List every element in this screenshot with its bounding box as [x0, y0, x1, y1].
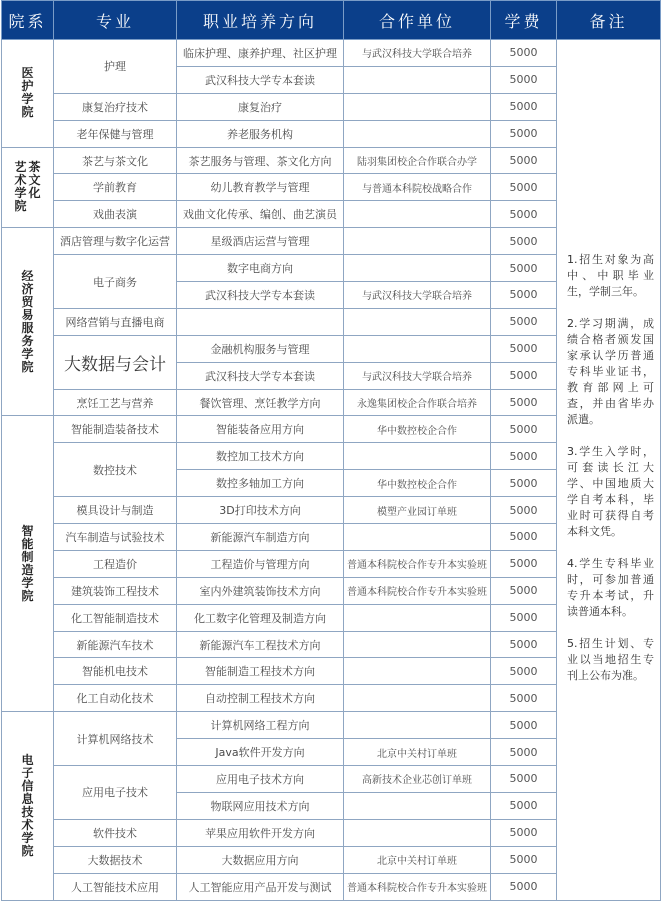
dept-cell-economics — [2, 228, 54, 416]
direction-cell: 餐饮管理、烹饪教学方向 — [177, 389, 344, 416]
major-cell: 电子商务 — [54, 255, 177, 309]
partner-cell: 高新技术企业芯创订单班 — [344, 766, 491, 793]
direction-cell: 武汉科技大学专本套读 — [177, 362, 344, 389]
header-major: 专业 — [54, 1, 177, 40]
partner-cell: 普通本科院校合作专升本实验班 — [344, 550, 491, 577]
partner-cell — [344, 658, 491, 685]
dept-cell-medical — [2, 40, 54, 148]
major-cell: 汽车制造与试验技术 — [54, 524, 177, 551]
fee-cell: 5000 — [491, 577, 557, 604]
partner-cell — [344, 335, 491, 362]
fee-cell: 5000 — [491, 792, 557, 819]
major-cell: 烹饪工艺与营养 — [54, 389, 177, 416]
fee-cell: 5000 — [491, 389, 557, 416]
major-cell: 康复治疗技术 — [54, 93, 177, 120]
table-header-row — [2, 1, 661, 40]
fee-cell: 5000 — [491, 174, 557, 201]
direction-cell: 康复治疗 — [177, 93, 344, 120]
dept-cell-manufacturing — [2, 416, 54, 712]
enrollment-table — [1, 0, 661, 901]
partner-cell: 普通本科院校合作专升本实验班 — [344, 577, 491, 604]
major-cell: 大数据技术 — [54, 846, 177, 873]
header-fee: 学费 — [491, 1, 557, 40]
fee-cell: 5000 — [491, 120, 557, 147]
fee-cell: 5000 — [491, 524, 557, 551]
fee-cell: 5000 — [491, 550, 557, 577]
partner-cell — [344, 792, 491, 819]
partner-cell — [344, 631, 491, 658]
partner-cell: 华中数控校企合作 — [344, 470, 491, 497]
major-cell: 工程造价 — [54, 550, 177, 577]
partner-cell: 北京中关村订单班 — [344, 846, 491, 873]
partner-cell — [344, 685, 491, 712]
fee-cell: 5000 — [491, 308, 557, 335]
major-cell: 计算机网络技术 — [54, 712, 177, 766]
major-cell: 大数据与会计 — [54, 335, 177, 389]
major-cell: 智能机电技术 — [54, 658, 177, 685]
major-cell: 护理 — [54, 40, 177, 94]
partner-cell — [344, 66, 491, 93]
note-1: 1.招生对象为高中、中职毕业生，学制三年。 — [567, 253, 654, 298]
direction-cell: 计算机网络工程方向 — [177, 712, 344, 739]
fee-cell: 5000 — [491, 685, 557, 712]
dept-name: 智能制造学院 — [21, 523, 34, 603]
partner-cell: 与武汉科技大学联合培养 — [344, 282, 491, 309]
direction-cell: 武汉科技大学专本套读 — [177, 66, 344, 93]
header-dept: 院系 — [2, 1, 54, 40]
partner-cell — [344, 201, 491, 228]
direction-cell: Java软件开发方向 — [177, 739, 344, 766]
direction-cell: 大数据应用方向 — [177, 846, 344, 873]
direction-cell: 幼儿教育教学与管理 — [177, 174, 344, 201]
note-5: 5.招生计划、专业以当地招生专刊上公布为准。 — [567, 637, 654, 682]
partner-cell — [344, 604, 491, 631]
partner-cell — [344, 120, 491, 147]
direction-cell: 智能装备应用方向 — [177, 416, 344, 443]
note-4: 4.学生专科毕业时，可参加普通专升本考试，升读普通本科。 — [567, 557, 654, 618]
fee-cell: 5000 — [491, 846, 557, 873]
partner-cell: 华中数控校企合作 — [344, 416, 491, 443]
direction-cell: 数控加工技术方向 — [177, 443, 344, 470]
major-cell: 智能制造装备技术 — [54, 416, 177, 443]
major-cell: 化工自动化技术 — [54, 685, 177, 712]
fee-cell: 5000 — [491, 604, 557, 631]
fee-cell: 5000 — [491, 147, 557, 174]
direction-cell: 工程造价与管理方向 — [177, 550, 344, 577]
fee-cell: 5000 — [491, 443, 557, 470]
major-cell: 新能源汽车技术 — [54, 631, 177, 658]
partner-cell: 与普通本科院校战略合作 — [344, 174, 491, 201]
direction-cell: 养老服务机构 — [177, 120, 344, 147]
major-cell: 老年保健与管理 — [54, 120, 177, 147]
dept-cell-tea-art — [2, 147, 54, 228]
fee-cell: 5000 — [491, 416, 557, 443]
major-cell: 模具设计与制造 — [54, 497, 177, 524]
fee-cell: 5000 — [491, 201, 557, 228]
major-cell: 网络营销与直播电商 — [54, 308, 177, 335]
major-cell: 化工智能制造技术 — [54, 604, 177, 631]
partner-cell: 北京中关村订单班 — [344, 739, 491, 766]
direction-cell: 室内外建筑装饰技术方向 — [177, 577, 344, 604]
direction-cell: 星级酒店运营与管理 — [177, 228, 344, 255]
fee-cell: 5000 — [491, 362, 557, 389]
partner-cell: 陆羽集团校企合作联合办学 — [344, 147, 491, 174]
partner-cell: 模塑产业园订单班 — [344, 497, 491, 524]
major-cell: 戏曲表演 — [54, 201, 177, 228]
major-cell: 酒店管理与数字化运营 — [54, 228, 177, 255]
fee-cell: 5000 — [491, 40, 557, 67]
fee-cell: 5000 — [491, 335, 557, 362]
fee-cell: 5000 — [491, 631, 557, 658]
direction-cell — [177, 308, 344, 335]
partner-cell — [344, 819, 491, 846]
partner-cell — [344, 93, 491, 120]
dept-name-part: 茶文化 — [28, 160, 41, 201]
direction-cell: 苹果应用软件开发方向 — [177, 819, 344, 846]
partner-cell — [344, 443, 491, 470]
direction-cell: 数字电商方向 — [177, 255, 344, 282]
partner-cell: 永逸集团校企合作联合培养 — [344, 389, 491, 416]
fee-cell: 5000 — [491, 766, 557, 793]
fee-cell: 5000 — [491, 255, 557, 282]
fee-cell: 5000 — [491, 873, 557, 900]
fee-cell: 5000 — [491, 93, 557, 120]
partner-cell — [344, 255, 491, 282]
fee-cell: 5000 — [491, 819, 557, 846]
direction-cell: 智能制造工程技术方向 — [177, 658, 344, 685]
partner-cell — [344, 524, 491, 551]
note-2: 2.学习期满，成绩合格者颁发国家承认学历普通专科毕业证书，教育部网上可查，并由省毕办派遣。 — [567, 317, 654, 426]
header-notes: 备注 — [557, 1, 661, 40]
direction-cell: 应用电子技术方向 — [177, 766, 344, 793]
direction-cell: 武汉科技大学专本套读 — [177, 282, 344, 309]
direction-cell: 化工数字化管理及制造方向 — [177, 604, 344, 631]
note-3: 3.学生入学时，可套读长江大学、中国地质大学自考本科，毕业时可获得自考本科文凭。 — [567, 445, 654, 538]
dept-name: 医护学院 — [21, 66, 34, 120]
major-cell: 建筑装饰工程技术 — [54, 577, 177, 604]
partner-cell: 普通本科院校合作专升本实验班 — [344, 873, 491, 900]
fee-cell: 5000 — [491, 66, 557, 93]
direction-cell: 茶艺服务与管理、茶文化方向 — [177, 147, 344, 174]
direction-cell: 新能源汽车工程技术方向 — [177, 631, 344, 658]
dept-name: 经济贸易服务学院 — [21, 268, 34, 374]
major-cell: 软件技术 — [54, 819, 177, 846]
fee-cell: 5000 — [491, 228, 557, 255]
major-cell: 人工智能技术应用 — [54, 873, 177, 900]
major-cell: 数控技术 — [54, 443, 177, 497]
fee-cell: 5000 — [491, 470, 557, 497]
partner-cell: 与武汉科技大学联合培养 — [344, 362, 491, 389]
partner-cell — [344, 308, 491, 335]
fee-cell: 5000 — [491, 658, 557, 685]
dept-name: 电子信息技术学院 — [21, 752, 34, 858]
fee-cell: 5000 — [491, 712, 557, 739]
major-cell: 应用电子技术 — [54, 766, 177, 820]
fee-cell: 5000 — [491, 497, 557, 524]
direction-cell: 人工智能应用产品开发与测试 — [177, 873, 344, 900]
partner-cell: 与武汉科技大学联合培养 — [344, 40, 491, 67]
dept-name-part: 艺术学院 — [14, 160, 27, 214]
notes-cell — [557, 40, 661, 901]
dept-cell-electronics — [2, 712, 54, 900]
direction-cell: 新能源汽车制造方向 — [177, 524, 344, 551]
direction-cell: 数控多轴加工方向 — [177, 470, 344, 497]
major-cell: 茶艺与茶文化 — [54, 147, 177, 174]
header-partner: 合作单位 — [344, 1, 491, 40]
partner-cell — [344, 228, 491, 255]
fee-cell: 5000 — [491, 739, 557, 766]
partner-cell — [344, 712, 491, 739]
table-row — [2, 40, 661, 67]
dept-name — [14, 161, 41, 213]
major-cell: 学前教育 — [54, 174, 177, 201]
direction-cell: 戏曲文化传承、编创、曲艺演员 — [177, 201, 344, 228]
direction-cell: 物联网应用技术方向 — [177, 792, 344, 819]
direction-cell: 金融机构服务与管理 — [177, 335, 344, 362]
direction-cell: 3D打印技术方向 — [177, 497, 344, 524]
header-direction: 职业培养方向 — [177, 1, 344, 40]
direction-cell: 临床护理、康养护理、社区护理 — [177, 40, 344, 67]
fee-cell: 5000 — [491, 282, 557, 309]
direction-cell: 自动控制工程技术方向 — [177, 685, 344, 712]
